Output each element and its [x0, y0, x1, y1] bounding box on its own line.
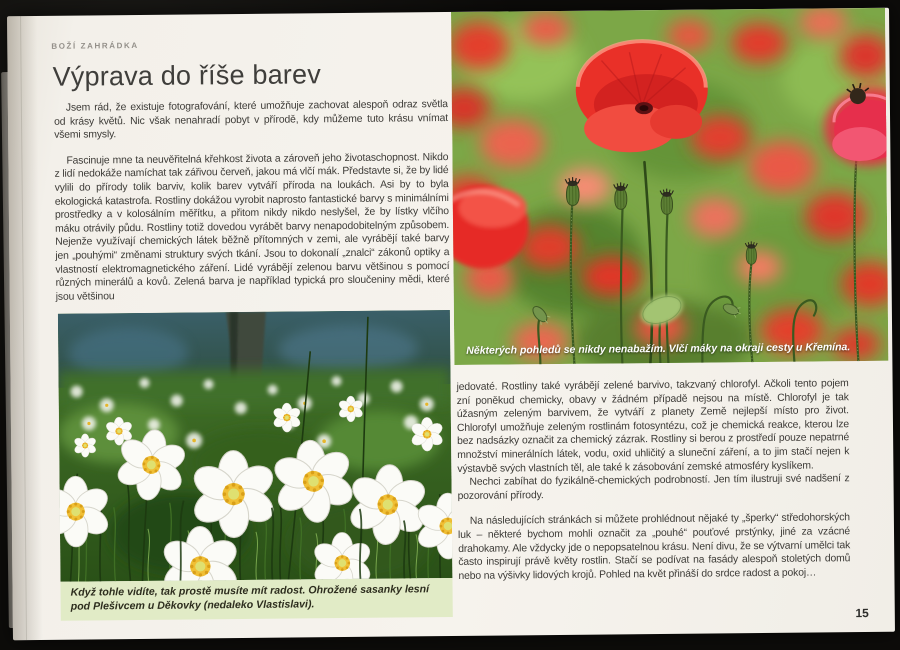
running-header: BOŽÍ ZAHRÁDKA	[51, 40, 139, 51]
anemone-meadow-figure	[58, 310, 453, 621]
anemone-meadow-photo	[58, 310, 453, 582]
left-text-column	[54, 98, 450, 304]
anemone-photo-caption: Když tohle vidíte, tak prostě musíte mít radost. Ohrožené sasanky lesní pod Plešivcem u Děkovky (nedaleko Vlastislavi).	[60, 578, 452, 621]
page-title: Výprava do říše barev	[52, 59, 322, 92]
poppy-photo-caption: Některých pohledů se nikdy nenabažím. Vlčí máky na okraji cesty u Křemína.	[466, 341, 851, 357]
paragraph: Na následujících stránkách si můžete prohlédnout nějaké ty „šperky“ středohorských luk – některé bychom mohli označit za „pouhé“ pouťové prstýnky, jiné za vzácné drahokamy. Ale vždycky jde o nepopsatelnou krásu. Není divu, že se výtvarní umělci tak často inspirují právě květy rostlin. Stačí se podívat na fasády alespoň stoletých domů nebo na výšivky lidových krojů. Pohled na květ přináší do srdce radost a pokoj…	[457, 512, 851, 582]
main-poppy-flower	[575, 40, 708, 153]
paragraph: Nechci zabíhat do fyzikálně-chemických podrobností. Jen tím ilustruji své nadšení z pozorování přírody.	[457, 473, 850, 502]
paragraph: Jsem rád, že existuje fotografování, které umožňuje zachovat alespoň odraz světla od krásy květů. Nic však nenahradí pobyt v přírodě, kdy můžeme tuto krásu vnímat všemi smysly.	[53, 99, 449, 141]
poppy-field-photo	[451, 8, 888, 365]
right-text-column	[457, 377, 851, 583]
poppy-field-illustration	[451, 8, 888, 365]
poppy-field-photo-figure	[451, 8, 888, 365]
page-number: 15	[855, 606, 869, 621]
book-page	[7, 8, 895, 640]
anemone-meadow-illustration	[58, 310, 453, 582]
paragraph: jedovaté. Rostliny také vyrábějí zelené barvivo, takzvaný chlorofyl. Ačkoli tento pojem zní poněkud chemicky, obavy v žádném případě nejsou na místě. Chlorofyl je tak úžasným zeleným barvivem, že vytváří z planety Země nejlepší místo pro život. Chlorofyl umožňuje zeleným rostlinám fotosyntézu, což je chemická reakce, kterou lze bez nadsázky označit za chemický zázrak. Rostliny si berou z prostředí pouze nepatrné množství minerálních látek, vodu, oxid uhličitý a sluneční záření, a to jim stačí nejen k výstavbě svých vlastních těl, ale také k zásobování zemské atmosféry kyslíkem.	[456, 378, 850, 475]
paragraph: Fascinuje mne ta neuvěřitelná křehkost života a zároveň jeho životaschopnost. Nikdo z lidí nedokáže namíchat tak zářivou červeň, jakou má vlčí mák. Představte si, že by lidé vylili do přírody tolik barviv, kolik barev vytváří příroda na loukách. Asi by to byla ekologická katastrofa. Rostliny dokážou vyrobit naprosto fantastické barvy s minimálními prostředky a v kolosálním měřítku, a přitom nikdy nikdo neslyšel, že by lístky vlčího máku otrávily půdu. Rostliny totiž dovedou vyrábět barvy nenapodobitelným způsobem. Nejenže využívají chemických látek běžně přítomných v zemi, ale vyrábějí také barvy jen „pouhými“ změnami struktury svých tkání. Jsou to dokonalí „znalci“ zákonů optiky a vlastností elektromagnetického záření. Lidé vyrábějí zelenou barvu většinou s pomocí různých minerálů a kovů. Zelená barva je například typická pro sloučeniny mědi, které jsou většinou	[54, 151, 450, 303]
